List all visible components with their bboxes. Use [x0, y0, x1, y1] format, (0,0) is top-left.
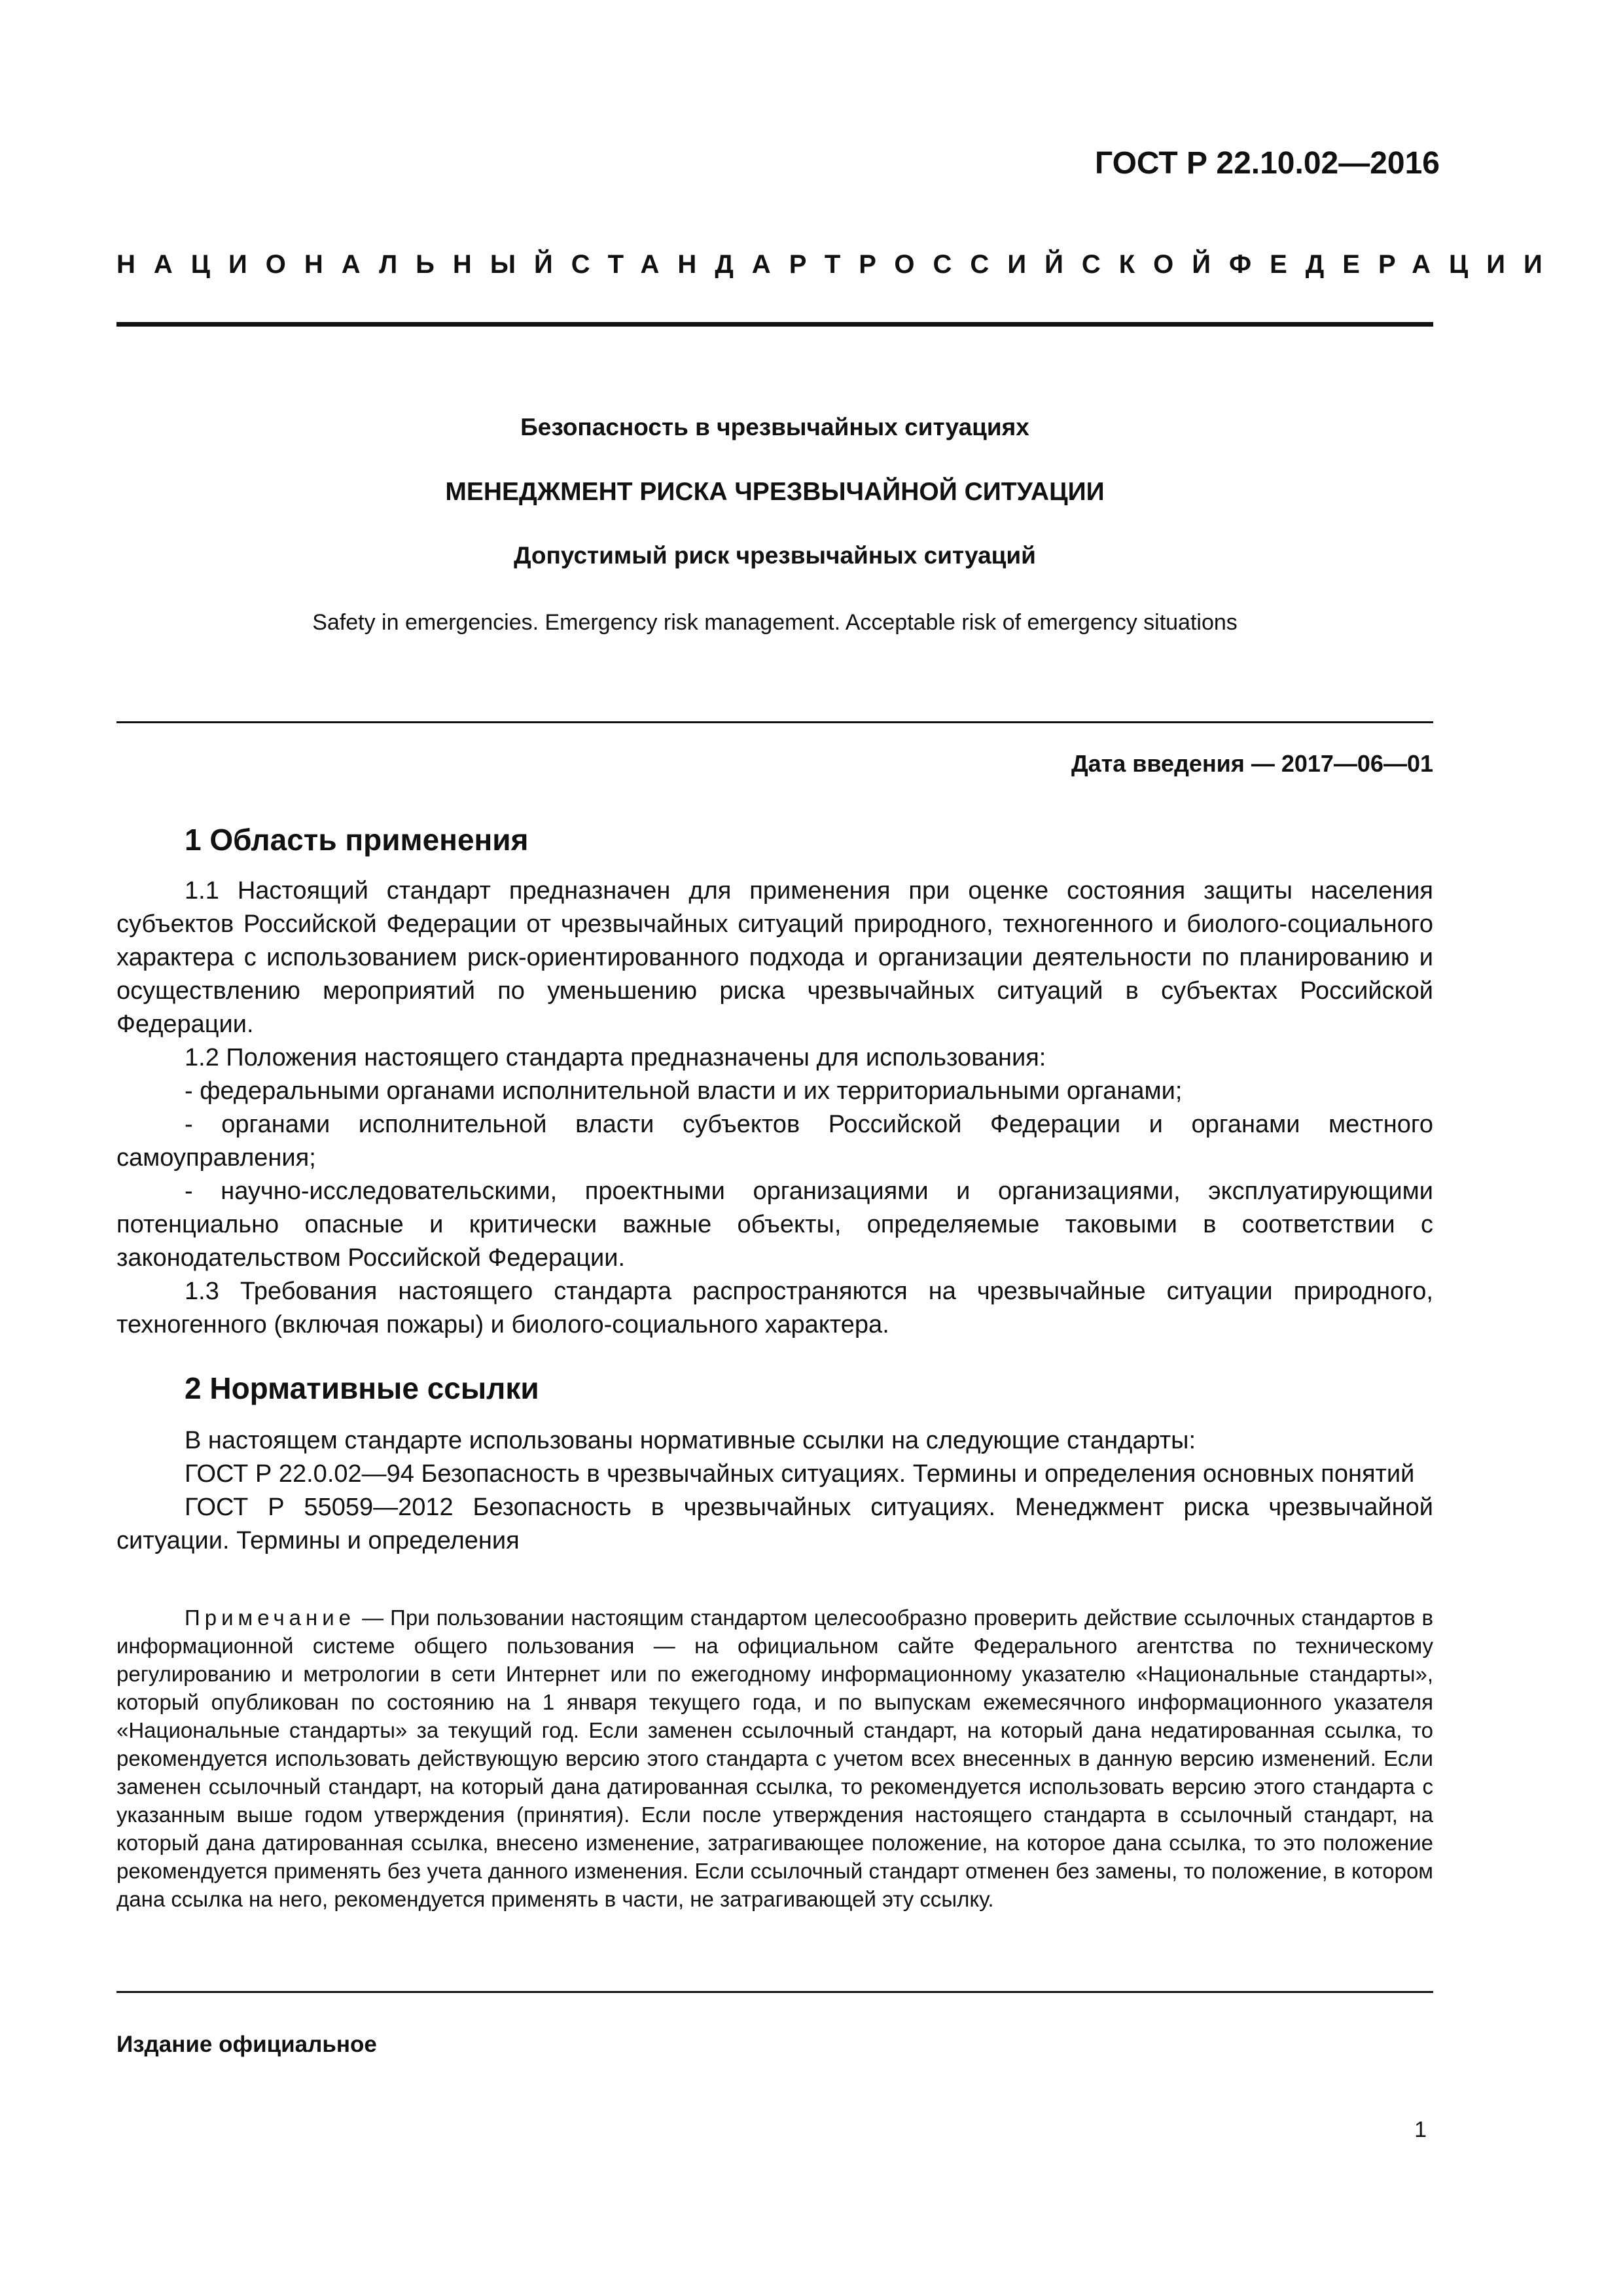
- footer-divider: [116, 1991, 1433, 1993]
- national-word: ФЕДЕРАЦИИ: [1228, 250, 1561, 279]
- paragraph: ГОСТ Р 22.0.02—94 Безопасность в чрезвычайных ситуациях. Термины и определения основных понятий: [185, 1460, 1415, 1488]
- paragraph: В настоящем стандарте использованы нормативные ссылки на следующие стандарты:: [185, 1427, 1196, 1454]
- paragraph: 1.2 Положения настоящего стандарта предназначены для использования:: [185, 1044, 1046, 1071]
- paragraph: 1.3 Требования настоящего стандарта распространяются на чрезвычайные ситуации природного, техногенного (включая пожары) и биолого-социального характера.: [116, 1278, 1433, 1338]
- introduction-date: Дата введения — 2017—06—01: [1071, 750, 1433, 777]
- official-edition-label: Издание официальное: [116, 2032, 377, 2057]
- section-2-heading: 2 Нормативные ссылки: [185, 1371, 539, 1405]
- document-number: ГОСТ Р 22.10.02—2016: [1094, 146, 1440, 181]
- national-word: РОССИЙСКОЙ: [859, 250, 1229, 279]
- paragraph: 1.1 Настоящий стандарт предназначен для применения при оценке состояния защиты населения субъектов Российской Федерации от чрезвычайных ситуаций природного, техногенного и биолого-социального характера с использованием риск-ориентированного подхода и организации деятельности по планированию и осуществлению мероприятий по уменьшению риска чрезвычайных ситуаций в субъектах Российской Федерации.: [116, 877, 1433, 1038]
- english-title: Safety in emergencies. Emergency risk management. Acceptable risk of emergency situations: [312, 610, 1238, 635]
- national-word: НАЦИОНАЛЬНЫЙ: [116, 250, 571, 279]
- note-block: [116, 1604, 1433, 1913]
- title-line-3: Допустимый риск чрезвычайных ситуаций: [514, 542, 1036, 569]
- section-2-body: [116, 1424, 1433, 1558]
- national-standard-heading: [116, 250, 1561, 279]
- header-divider: [116, 322, 1433, 327]
- section-1-heading: 1 Область применения: [185, 823, 529, 857]
- title-divider: [116, 721, 1433, 723]
- page-number: 1: [1414, 2117, 1427, 2142]
- title-line-2: МЕНЕДЖМЕНТ РИСКА ЧРЕЗВЫЧАЙНОЙ СИТУАЦИИ: [445, 478, 1105, 506]
- paragraph: - федеральными органами исполнительной власти и их территориальными органами;: [185, 1077, 1183, 1105]
- title-line-1: Безопасность в чрезвычайных ситуациях: [520, 414, 1029, 440]
- note-text: — При пользовании настоящим стандартом целесообразно проверить действие ссылочных стандартов в информационной системе общего пользования — на официальном сайте Федерального агентства по техническому регулированию и метрологии в сети Интернет или по ежегодному информационному указателю «Национальные стандарты», который опубликован по состоянию на 1 января текущего года, и по выпускам ежемесячного информационного указателя «Национальные стандарты» за текущий год. Если заменен ссылочный стандарт, на который дана недатированная ссылка, то рекомендуется использовать действующую версию этого стандарта с учетом всех внесенных в данную версию изменений. Если заменен ссылочный стандарт, на который дана датированная ссылка, то рекомендуется использовать версию этого стандарта с указанным выше годом утверждения (принятия). Если после утверждения настоящего стандарта в ссылочный стандарт, на который дана датированная ссылка, внесено изменение, затрагивающее положение, на которое дана ссылка, то это положение рекомендуется применять без учета данного изменения. Если ссылочный стандарт отменен без замены, то положение, в котором дана ссылка на него, рекомендуется применять в части, не затрагивающей эту ссылку.: [116, 1605, 1433, 1911]
- paragraph: - научно-исследовательскими, проектными организациями и организациями, эксплуатирующими потенциально опасные и критически важные объекты, определяемые таковыми в соответствии с законодательством Российской Федерации.: [116, 1177, 1433, 1272]
- note-label: Примечание: [185, 1605, 356, 1630]
- paragraph: ГОСТ Р 55059—2012 Безопасность в чрезвычайных ситуациях. Менеджмент риска чрезвычайной ситуации. Термины и определения: [116, 1494, 1433, 1554]
- note-paragraph: [116, 1604, 1433, 1913]
- paragraph: - органами исполнительной власти субъектов Российской Федерации и органами местного самоуправления;: [116, 1111, 1433, 1172]
- national-word: СТАНДАРТ: [571, 250, 859, 279]
- section-1-body: [116, 874, 1433, 1342]
